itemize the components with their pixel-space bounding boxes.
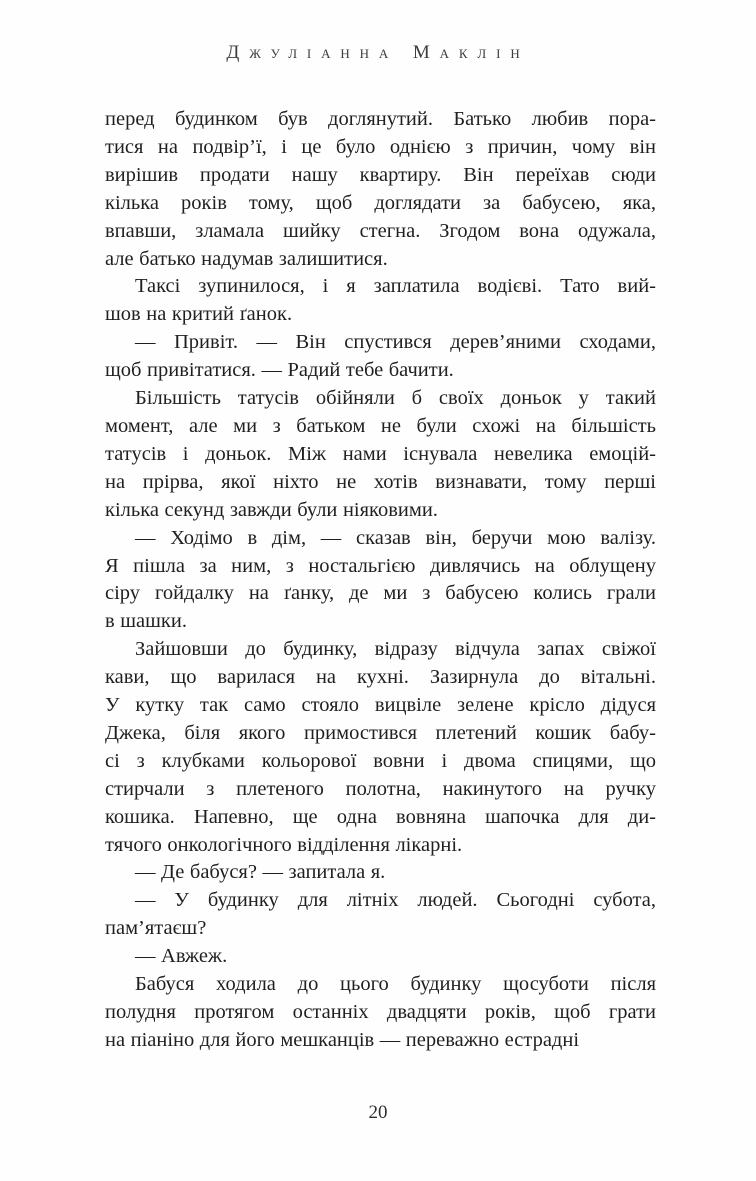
text-line: шов на критий ґанок. xyxy=(105,303,293,326)
text-line: щоб привітатися. — Радий тебе бачити. xyxy=(105,359,454,382)
paragraph xyxy=(105,273,656,329)
text-line: вирішив продати нашу квартиру. Він переїхав сюди xyxy=(105,163,656,186)
paragraph xyxy=(105,525,656,637)
text-line: полудня протягом останніх двадцяти років, щоб грати xyxy=(105,1001,656,1023)
text-line: У кутку так само стояло вицвіле зелене крісло дідуся xyxy=(105,694,656,717)
text-line: Таксі зупинилося, і я заплатила водієві. Тато вий- xyxy=(135,275,656,298)
text-line: впавши, зламала шийку стегна. Згодом вона одужала, xyxy=(105,219,656,242)
text-line: Зайшовши до будинку, відразу відчула запах свіжої xyxy=(135,638,656,661)
text-line: Бабуся ходила до цього будинку щосуботи після xyxy=(135,973,656,996)
text-line: момент, але ми з батьком не були схожі на більшість xyxy=(105,414,656,437)
text-line: Джека, біля якого примостився плетений кошик бабу- xyxy=(105,721,656,744)
text-line: — Ходімо в дім, — сказав він, беручи мою валізу. xyxy=(135,526,656,549)
text-line: пам’ятаєш? xyxy=(105,917,207,940)
paragraph xyxy=(105,636,656,859)
text-line: Більшість татусів обійняли б своїх доньок у такий xyxy=(135,387,656,410)
text-line: татусів і доньок. Між нами існувала невелика емоцій- xyxy=(105,442,656,465)
paragraph xyxy=(105,329,656,385)
paragraph xyxy=(105,106,656,273)
paragraph xyxy=(105,887,656,943)
running-header: Джуліанна Маклін xyxy=(226,42,530,63)
text-line: — Авжеж. xyxy=(135,945,228,968)
text-line: кілька років тому, щоб доглядати за бабусею, яка, xyxy=(105,191,656,214)
paragraph xyxy=(105,971,656,1055)
page-number: 20 xyxy=(368,1102,388,1123)
text-line: Я пішла за ним, з ностальгією дивлячись на облущену xyxy=(105,554,656,577)
text-line: тячого онкологічного відділення лікарні. xyxy=(105,833,463,856)
text-line: перед будинком був доглянутий. Батько любив пора- xyxy=(105,108,656,130)
text-line: — У будинку для літніх людей. Сьогодні субота, xyxy=(135,889,656,912)
text-line: кілька секунд завжди були ніяковими. xyxy=(105,498,438,521)
text-line: кави, що варилася на кухні. Зазирнула до вітальні. xyxy=(105,666,656,689)
text-line: на піаніно для його мешканців — переважно естрадні xyxy=(105,1028,580,1051)
text-line: сі з клубками кольорової вовни і двома спицями, що xyxy=(105,749,656,772)
paragraph xyxy=(105,859,656,887)
text-line: стирчали з плетеного полотна, накинутого на ручку xyxy=(105,777,656,800)
paragraph xyxy=(105,385,656,525)
text-line: але батько надумав залишитися. xyxy=(105,247,388,270)
paragraph xyxy=(105,943,656,971)
text-line: сіру гойдалку на ґанку, де ми з бабусею колись грали xyxy=(105,582,656,605)
text-line: — Де бабуся? — запитала я. xyxy=(135,861,386,884)
text-line: тися на подвір’ї, і це було однією з причин, чому він xyxy=(105,135,656,158)
text-block xyxy=(105,106,656,1055)
text-line: кошика. Напевно, ще одна вовняна шапочка для ди- xyxy=(105,805,656,828)
text-line: в шашки. xyxy=(105,610,187,633)
text-line: — Привіт. — Він спустився дерев’яними сходами, xyxy=(135,331,656,354)
text-line: на прірва, якої ніхто не хотів визнавати, тому перші xyxy=(105,470,656,493)
